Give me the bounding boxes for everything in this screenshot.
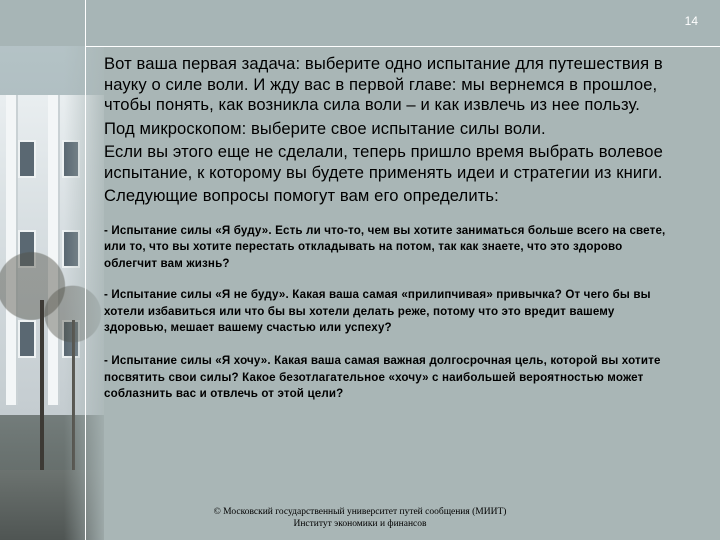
building-window [18, 140, 36, 178]
page-number: 14 [684, 14, 698, 28]
vertical-rule [85, 0, 86, 540]
header-rule [85, 46, 720, 47]
header-band [0, 0, 720, 46]
slide-body [104, 54, 670, 403]
photo-fade [64, 0, 104, 540]
microscope-heading: Под микроскопом: выберите свое испытание силы воли. [104, 118, 546, 138]
footer-institute: Институт экономики и финансов [293, 519, 427, 529]
question-i-want: - Испытание силы «Я хочу». Какая ваша самая важная долгосрочная цель, которой вы хотите посвятить свои силы? Какое безотлагательное «хочу» с наибольшей вероятностью может соблазнить вас и отвлечь от этой цели? [104, 354, 661, 401]
intro-paragraph: Вот ваша первая задача: выберите одно испытание для путешествия в науку о силе воли. И жду вас в первой главе: мы вернемся в прошлое, чтобы понять, как возникла сила воли – и как извлечь из нее пользу. [104, 54, 663, 114]
footer-copyright: © Московский государственный университет путей сообщения (МИИТ) [213, 507, 507, 517]
footer [190, 506, 530, 530]
question-i-wont: - Испытание силы «Я не буду». Какая ваша самая «прилипчивая» привычка? От чего бы вы хотели избавиться или что бы вы хотели делать реже, потому что это вредит вашему здоровью, мешает вашему счастью или успеху? [104, 288, 651, 335]
task-paragraph: Если вы этого еще не сделали, теперь пришло время выбрать волевое испытание, к которому вы будете применять идеи и стратегии из книги. [104, 142, 663, 182]
question-i-will: - Испытание силы «Я буду». Есть ли что-то, чем вы хотите заниматься больше всего на свете, или то, что вы хотите перестать откладывать на потом, так как знаете, что это здорово облегчит вам жизнь? [104, 223, 666, 270]
questions-lead: Следующие вопросы помогут вам его определить: [104, 186, 499, 205]
background-photo-building [0, 0, 104, 540]
